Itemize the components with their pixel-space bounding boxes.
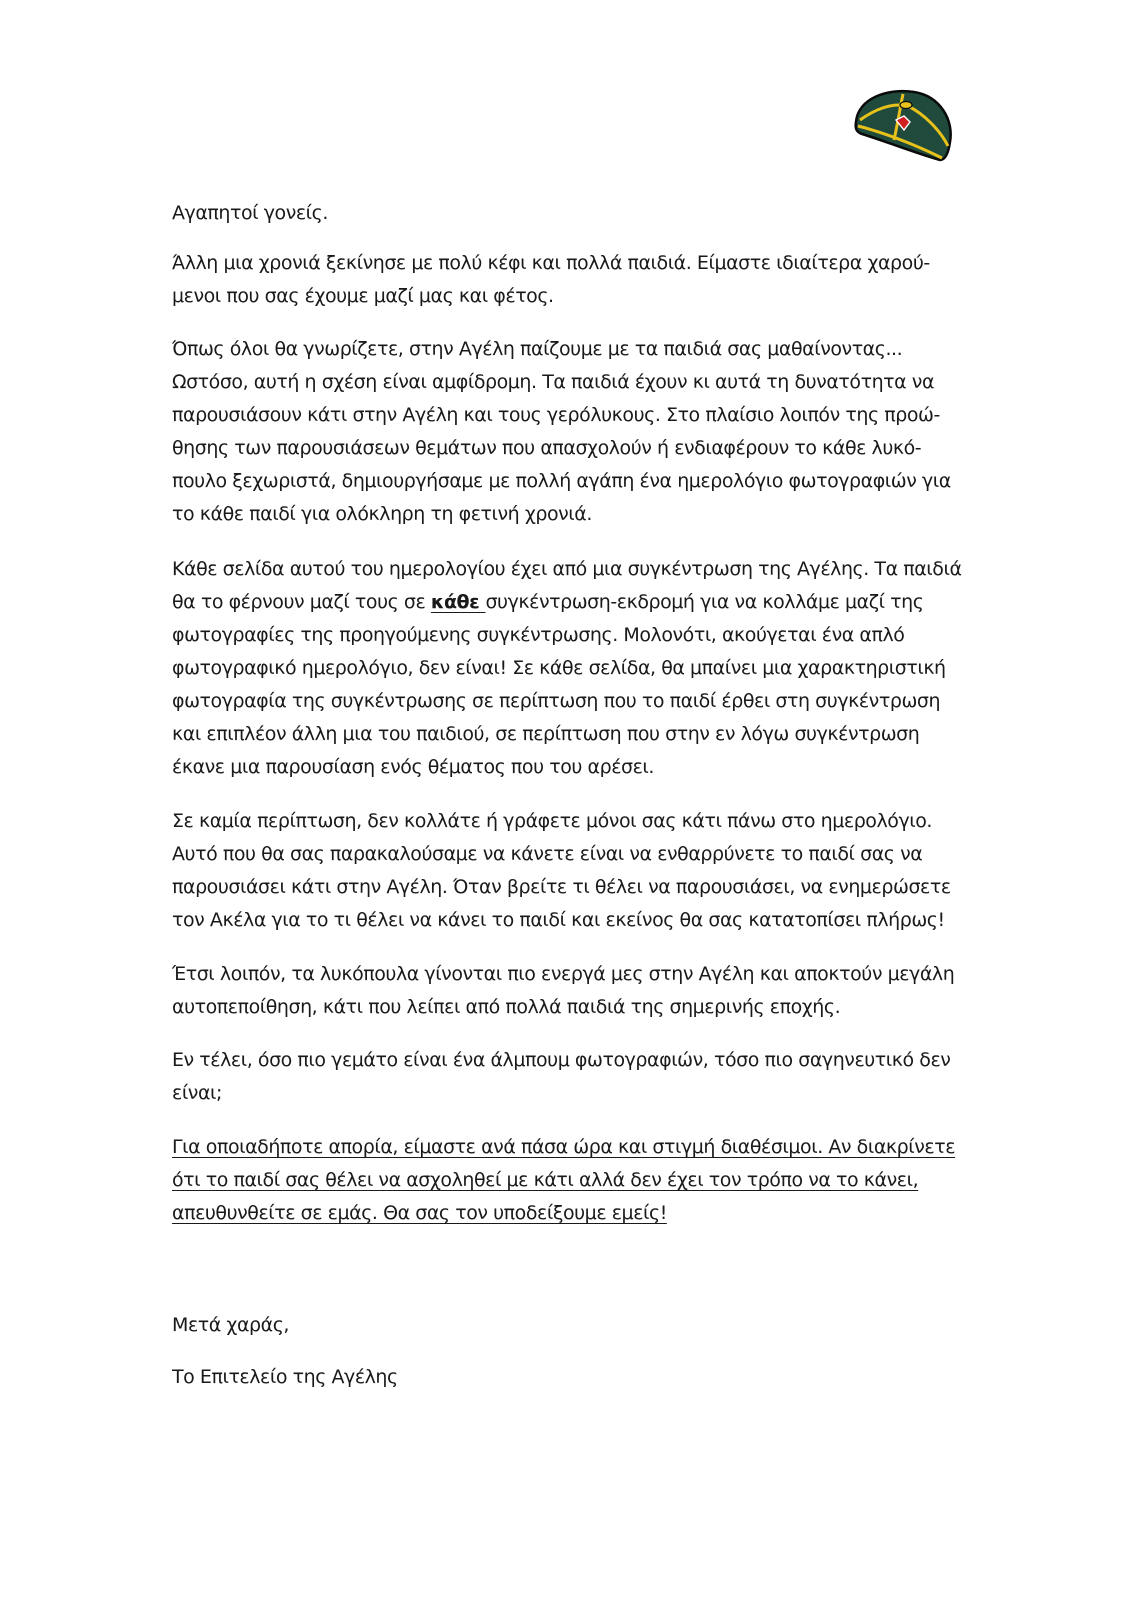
cub-scout-cap-icon — [848, 86, 958, 168]
paragraph-3-part-1: Κάθε σελίδα αυτού του ημερολογίου έχει από μια συγκέντρωση της Αγέλης. Τα παιδιά θα το φέρνουν μαζί τους σε — [172, 558, 962, 613]
paragraph-6: Εν τέλει, όσο πιο γεμάτο είναι ένα άλμπουμ φωτογραφιών, τόσο πιο σαγηνευτικό δεν είναι; — [172, 1049, 951, 1104]
paragraph-2: Όπως όλοι θα γνωρίζετε, στην Αγέλη παίζουμε με τα παιδιά σας μαθαίνοντας... Ωστόσο, αυτή η σχέση είναι αμφίδρομη. Τα παιδιά έχουν κι αυτά τη δυνατότητα να παρουσιάσουν κάτι στην Αγέλη και τους γερόλυκους. Στο πλαίσιο λοιπόν της προώ- θησης των παρουσιάσεων θεμάτων που απασχολούν ή ενδιαφέρουν το κάθε λυκό- πουλο ξεχωριστά, δημιουργήσαμε με πολλή αγάπη ένα ημερολόγιο φωτογραφιών για το κάθε παιδί για ολόκληρη τη φετινή χρονιά. — [172, 338, 951, 525]
greeting: Αγαπητοί γονείς. — [172, 202, 328, 224]
closing: Μετά χαράς, — [172, 1314, 289, 1336]
paragraph-3 — [172, 553, 972, 784]
signature: Το Επιτελείο της Αγέλης — [172, 1366, 398, 1388]
emphasis-every: κάθε — [430, 591, 486, 613]
contact-note: Για οποιαδήποτε απορία, είμαστε ανά πάσα ώρα και στιγμή διαθέσιμοι. Αν διακρίνετε ότι το παιδί σας θέλει να ασχοληθεί με κάτι αλλά δεν έχει τον τρόπο να το κάνει, απευθυνθείτε σε εμάς. Θα σας τον υποδείξουμε εμείς! — [172, 1136, 956, 1224]
paragraph-3-part-2: συγκέντρωση-εκδρομή για να κολλάμε μαζί της φωτογραφίες της προηγούμενης συγκέντρωσης. Μολονότι, ακούγεται ένα απλό φωτογραφικό ημερολόγιο, δεν είναι! Σε κάθε σελίδα, θα μπαίνει μια χαρακτηριστική φωτογραφία της συγκέντρωσης σε περίπτωση που το παιδί έρθει στη συγκέντρωση και επιπλέον άλλη μια του παιδιού, σε περίπτωση που στην εν λόγω συγκέντρωση έκανε μια παρουσίαση ενός θέματος που του αρέσει. — [172, 591, 946, 778]
paragraph-5: Έτσι λοιπόν, τα λυκόπουλα γίνονται πιο ενεργά μες στην Αγέλη και αποκτούν μεγάλη αυτοπεποίθηση, κάτι που λείπει από πολλά παιδιά της σημερινής εποχής. — [172, 963, 955, 1018]
paragraph-1: Άλλη μια χρονιά ξεκίνησε με πολύ κέφι και πολλά παιδιά. Είμαστε ιδιαίτερα χαρού- μενοι που σας έχουμε μαζί μας και φέτος. — [172, 252, 930, 307]
paragraph-4: Σε καμία περίπτωση, δεν κολλάτε ή γράφετε μόνοι σας κάτι πάνω στο ημερολόγιο. Αυτό που θα σας παρακαλούσαμε να κάνετε είναι να ενθαρρύνετε το παιδί σας να παρουσιάσει κάτι στην Αγέλη. Όταν βρείτε τι θέλει να παρουσιάσει, να ενημερώσετε τον Ακέλα για το τι θέλει να κάνει το παιδί και εκείνος θα σας κατατοπίσει πλήρως! — [172, 810, 951, 931]
